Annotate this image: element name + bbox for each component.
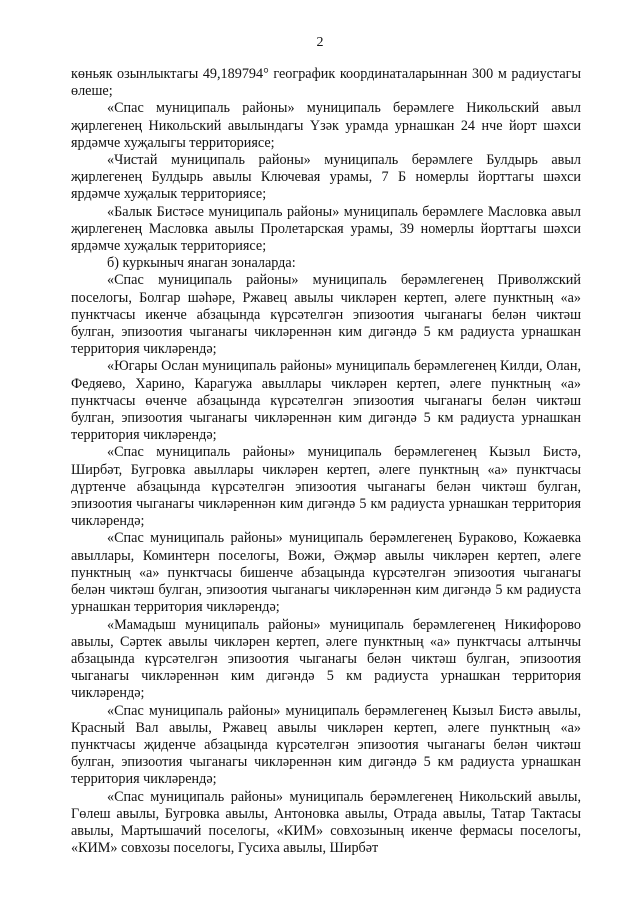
paragraph-9: «Спас муниципаль районы» муниципаль берәмлегенең Бураково, Кожаевка авыллары, Коминтерн поселогы, Вожи, Әҗмәр авылы чикләрен кертеп, әлеге пунктның «а» пунктчасы бишенче абзацында күрсәтелгән эпизоотия чыганагы белән чиктәш булган, эпизоотия чыганагы чикләреннән ким дигәндә 5 км радиуста урнашкан территория чикләрендә; <box>71 530 581 616</box>
paragraph-8: «Спас муниципаль районы» муниципаль берәмлегенең Кызыл Бистә, Ширбәт, Бугровка авыллары чикләрен кертеп, әлеге пунктның «а» пунктчасы дүртенче абзацында күрсәтелгән эпизоотия чыганагы белән чиктәш булган, эпизоотия чыганагы чикләреннән ким дигәндә 5 км радиуста урнашкан территория чикләрендә; <box>71 444 581 530</box>
paragraph-2: «Спас муниципаль районы» муниципаль берәмлеге Никольский авыл җирлегенең Никольский авылындагы Үзәк урамда урнашкан 24 нче йорт шәхси ярдәмче хуҗалыгы территориясе; <box>71 100 581 151</box>
paragraph-3: «Чистай муниципаль районы» муниципаль берәмлеге Булдырь авыл җирлегенең Булдырь авылы Ключевая урамы, 7 Б номерлы йорттагы шәхси ярдәмче хуҗалык территориясе; <box>71 152 581 203</box>
paragraph-1: көньяк озынлыктагы 49,189794° географик координаталарыннан 300 м радиустагы өлеше; <box>71 66 581 100</box>
paragraph-5: б) куркыныч янаган зоналарда: <box>107 255 296 272</box>
paragraph-10: «Мамадыш муниципаль районы» муниципаль берәмлегенең Никифорово авылы, Сәртек авылы чикләрен кертеп, әлеге пунктның «а» пунктчасы алтынчы абзацында күрсәтелгән эпизоотия чыганагы белән чиктәш булган, эпизоотия чыганагы чикләреннән ким дигәндә 5 км радиуста урнашкан территория чикләрендә; <box>71 616 581 702</box>
body-text <box>71 66 581 857</box>
paragraph-6: «Спас муниципаль районы» муниципаль берәмлегенең Приволжский поселогы, Болгар шәһәре, Ржавец авылы чикләрен кертеп, әлеге пунктның «а» пунктчасы икенче абзацында күрсәтелгән эпизоотия чыганагы белән чиктәш булган, эпизоотия чыганагы чикләреннән ким дигәндә 5 км радиуста урнашкан территория чикләрендә; <box>71 272 581 358</box>
paragraph-12: «Спас муниципаль районы» муниципаль берәмлегенең Никольский авылы, Гөлеш авылы, Бугровка авылы, Антоновка авылы, Отрада авылы, Татар Тактасы авылы, Мартышачий поселогы, «КИМ» совхозының икенче фермасы поселогы, «КИМ» совхозы поселогы, Гусиха авылы, Ширбәт <box>71 788 581 857</box>
paragraph-7: «Югары Ослан муниципаль районы» муниципаль берәмлегенең Килди, Олан, Федяево, Харино, Карагужа авыллары чикләрен кертеп, әлеге пунктның «а» пунктчасы өченче абзацында күрсәтелгән эпизоотия чыганагы белән чиктәш булган, эпизоотия чыганагы чикләреннән ким дигәндә 5 км радиуста урнашкан территория чикләрендә; <box>71 358 581 444</box>
paragraph-11: «Спас муниципаль районы» муниципаль берәмлегенең Кызыл Бистә авылы, Красный Вал авылы, Ржавец авылы чикләрен кертеп, әлеге пунктның «а» пунктчасы җиденче абзацында күрсәтелгән эпизоотия чыганагы белән чиктәш булган, эпизоотия чыганагы чикләреннән ким дигәндә 5 км радиуста урнашкан территория чикләрендә; <box>71 702 581 788</box>
paragraph-4: «Балык Бистәсе муниципаль районы» муниципаль берәмлеге Масловка авыл җирлегенең Масловка авылы Пролетарская урамы, 39 номерлы йорттагы шәхси ярдәмче хуҗалык территориясе; <box>71 203 581 255</box>
page-number: 2 <box>316 35 324 50</box>
